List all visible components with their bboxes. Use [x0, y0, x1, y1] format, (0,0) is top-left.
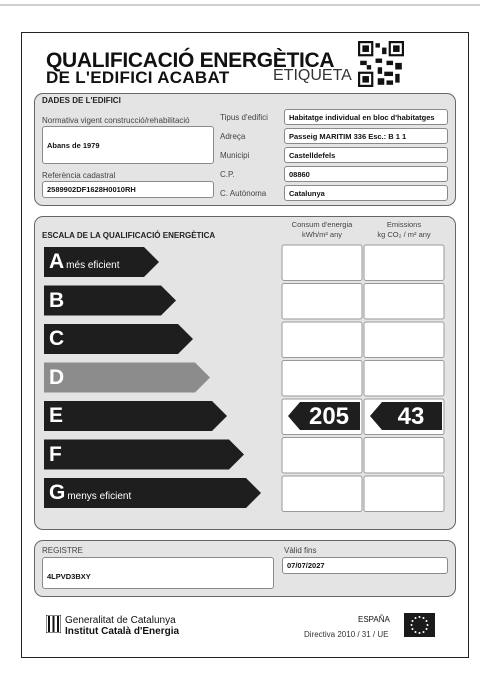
referencia-field: 2589902DF1628H0010RH	[42, 181, 214, 198]
scale-letter-c: C	[49, 327, 65, 350]
scale-label-g	[49, 481, 131, 505]
country-label: ESPAÑA	[358, 615, 390, 624]
emissions-cell-a	[364, 245, 444, 281]
scale-letter-f: F	[49, 442, 62, 466]
title-line2: DE L'EDIFICI ACABAT	[46, 68, 230, 87]
scale-arrow-e	[44, 401, 227, 431]
valid-field: 07/07/2027	[282, 557, 448, 574]
consumption-cell-d	[282, 361, 362, 397]
scale-label-e	[49, 404, 63, 428]
eu-flag-icon	[404, 613, 435, 637]
cp-field: 08860	[284, 166, 448, 182]
emissions-cell-c	[364, 322, 444, 358]
scale-letter-b: B	[49, 288, 65, 312]
scale-letter-e: E	[49, 404, 64, 427]
emissions-value: 43	[397, 403, 425, 430]
scale-section-title: ESCALA DE LA QUALIFICACIÓ ENERGÈTICA	[42, 231, 216, 240]
building-section-title: DADES DE L'EDIFICI	[42, 96, 121, 105]
scale-arrow-c	[44, 324, 193, 354]
consumption-header-line1: Consum d'energia	[291, 220, 353, 229]
consumption-value: 205	[308, 403, 350, 430]
valid-label: Vàlid fins	[284, 546, 317, 555]
emissions-cell-g	[364, 476, 444, 512]
emissions-header-line1: Emissions	[386, 220, 422, 229]
scale-label-d	[49, 366, 64, 390]
energy-label-sheet	[21, 32, 469, 658]
scale-label-c	[49, 327, 64, 351]
scale-sublabel-g: menys eficient	[67, 491, 132, 502]
registre-field: 4LPVD3BXY	[42, 557, 274, 589]
consumption-cell-f	[282, 438, 362, 474]
top-scan-line	[0, 4, 480, 6]
municipi-field: Castelldefels	[284, 147, 448, 163]
emissions-cell-d	[364, 361, 444, 397]
normativa-field: Abans de 1979	[42, 126, 214, 164]
tipus-label: Tipus d'edifici	[220, 113, 268, 122]
icaen-name: Institut Català d'Energia	[65, 626, 180, 637]
cp-label: C.P.	[220, 170, 235, 179]
scale-sublabel-a: més eficient	[66, 260, 120, 271]
adreca-field: Passeig MARITIM 336 Esc.: B 1 1	[284, 128, 448, 144]
generalitat-name: Generalitat de Catalunya	[65, 615, 176, 626]
comunitat-label: C. Autònoma	[220, 189, 267, 198]
consumption-cell-g	[282, 476, 362, 512]
scale-label-f	[49, 443, 62, 467]
scale-letter-a: A	[49, 250, 65, 273]
scale-arrow-f	[44, 440, 244, 470]
consumption-cell-b	[282, 284, 362, 320]
municipi-label: Municipi	[220, 151, 250, 160]
tipus-field: Habitatge individual en bloc d'habitatges	[284, 109, 448, 125]
scale-arrow-d	[44, 363, 210, 393]
consumption-header-unit: kWh/m² any	[301, 230, 342, 239]
title-line1: QUALIFICACIÓ ENERGÈTICA	[46, 49, 335, 72]
registre-label: REGISTRE	[42, 546, 83, 555]
scale-label-b	[49, 289, 64, 313]
etiqueta-label: ETIQUETA	[273, 67, 352, 84]
scale-letter-d: D	[49, 365, 65, 389]
referencia-label: Referència cadastral	[42, 171, 116, 180]
emissions-cell-b	[364, 284, 444, 320]
directive-label: Directiva 2010 / 31 / UE	[304, 630, 389, 639]
eu-stars-icon	[404, 613, 435, 637]
emissions-cell-f	[364, 438, 444, 474]
consumption-cell-a	[282, 245, 362, 281]
scale-letter-g: G	[49, 481, 66, 504]
adreca-label: Adreça	[220, 132, 246, 141]
emissions-header-unit: kg CO₂ / m² any	[377, 230, 431, 239]
comunitat-field: Catalunya	[284, 185, 448, 201]
generalitat-logo-icon	[46, 615, 61, 633]
scale-label-a	[49, 250, 120, 274]
normativa-label: Normativa vigent construcció/rehabilitació	[42, 116, 190, 125]
consumption-cell-c	[282, 322, 362, 358]
